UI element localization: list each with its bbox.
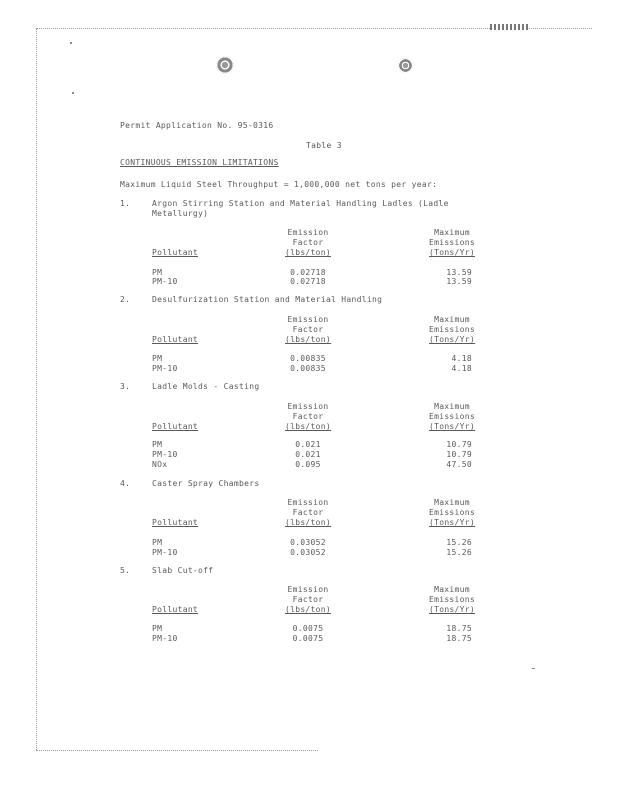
row-max: 13.59 (446, 277, 472, 286)
scan-border-bottom (36, 750, 318, 751)
row-pollutant: PM (152, 354, 163, 363)
source-title: Desulfurization Station and Material Handling (152, 295, 383, 304)
col-max-h1: Maximum (434, 498, 470, 507)
col-factor-h2: Factor (292, 595, 324, 604)
row-factor: 0.00835 (290, 354, 326, 363)
col-factor-h2: Factor (292, 325, 324, 334)
col-factor-h3: (lbs/ton) (284, 335, 332, 344)
source-title: Argon Stirring Station and Material Handling Ladles (Ladle (152, 199, 449, 208)
col-pollutant-header: Pollutant (152, 605, 199, 614)
scan-speck (532, 668, 535, 669)
seal-right-icon (398, 58, 413, 73)
row-factor: 0.095 (295, 460, 321, 469)
col-max-h3: (Tons/Yr) (428, 335, 476, 344)
col-factor-h3: (lbs/ton) (284, 422, 332, 431)
row-max: 15.26 (446, 538, 472, 547)
col-max-h2: Emissions (428, 238, 476, 247)
section-heading: CONTINUOUS EMISSION LIMITATIONS (120, 158, 279, 167)
row-pollutant: PM (152, 538, 163, 547)
row-pollutant: PM-10 (152, 634, 178, 643)
row-max: 15.26 (446, 548, 472, 557)
scan-speck (72, 92, 74, 94)
scan-border-left (36, 28, 37, 750)
col-factor-h3: (lbs/ton) (284, 518, 332, 527)
col-max-h1: Maximum (434, 585, 470, 594)
col-factor-h1: Emission (287, 228, 329, 237)
col-max-h2: Emissions (428, 325, 476, 334)
row-factor: 0.02718 (290, 277, 326, 286)
col-factor-h1: Emission (287, 315, 329, 324)
source-title: Slab Cut-off (152, 566, 214, 575)
col-max-h3: (Tons/Yr) (428, 518, 476, 527)
col-factor-h1: Emission (287, 585, 329, 594)
throughput-statement: Maximum Liquid Steel Throughput = 1,000,000 net tons per year: (120, 180, 438, 189)
row-max: 47.50 (446, 460, 472, 469)
row-max: 13.59 (446, 268, 472, 277)
col-factor-h2: Factor (292, 238, 324, 247)
col-factor-h2: Factor (292, 508, 324, 517)
row-pollutant: PM-10 (152, 364, 178, 373)
col-factor-h2: Factor (292, 412, 324, 421)
col-factor-h1: Emission (287, 402, 329, 411)
row-max: 4.18 (451, 354, 472, 363)
row-max: 10.79 (446, 440, 472, 449)
row-factor: 0.0075 (292, 634, 324, 643)
source-number: 5. (120, 566, 131, 575)
source-number: 2. (120, 295, 131, 304)
col-max-h1: Maximum (434, 228, 470, 237)
row-pollutant: NOx (152, 460, 168, 469)
col-max-h2: Emissions (428, 595, 476, 604)
row-max: 10.79 (446, 450, 472, 459)
source-title: Caster Spray Chambers (152, 479, 260, 488)
col-max-h3: (Tons/Yr) (428, 248, 476, 257)
row-pollutant: PM-10 (152, 548, 178, 557)
row-factor: 0.00835 (290, 364, 326, 373)
source-number: 3. (120, 382, 131, 391)
scan-speck (70, 42, 72, 44)
row-max: 4.18 (451, 364, 472, 373)
row-max: 18.75 (446, 634, 472, 643)
source-title: Ladle Molds - Casting (152, 382, 260, 391)
row-pollutant: PM (152, 440, 163, 449)
col-max-h2: Emissions (428, 508, 476, 517)
row-factor: 0.021 (295, 440, 321, 449)
row-factor: 0.0075 (292, 624, 324, 633)
col-factor-h3: (lbs/ton) (284, 605, 332, 614)
permit-number: Permit Application No. 95-0316 (120, 121, 274, 130)
col-pollutant-header: Pollutant (152, 335, 199, 344)
seal-left-icon (216, 56, 234, 74)
scan-corner-mark (490, 24, 528, 30)
row-pollutant: PM (152, 268, 163, 277)
col-max-h1: Maximum (434, 402, 470, 411)
table-title: Table 3 (306, 141, 342, 150)
row-factor: 0.03052 (290, 538, 326, 547)
col-max-h2: Emissions (428, 412, 476, 421)
row-factor: 0.021 (295, 450, 321, 459)
source-number: 1. (120, 199, 131, 208)
col-max-h1: Maximum (434, 315, 470, 324)
source-number: 4. (120, 479, 131, 488)
row-pollutant: PM (152, 624, 163, 633)
row-factor: 0.02718 (290, 268, 326, 277)
row-max: 18.75 (446, 624, 472, 633)
source-title-cont: Metallurgy) (152, 209, 209, 218)
col-factor-h3: (lbs/ton) (284, 248, 332, 257)
col-max-h3: (Tons/Yr) (428, 422, 476, 431)
row-factor: 0.03052 (290, 548, 326, 557)
col-factor-h1: Emission (287, 498, 329, 507)
row-pollutant: PM-10 (152, 450, 178, 459)
row-pollutant: PM-10 (152, 277, 178, 286)
col-pollutant-header: Pollutant (152, 248, 199, 257)
col-max-h3: (Tons/Yr) (428, 605, 476, 614)
col-pollutant-header: Pollutant (152, 422, 199, 431)
col-pollutant-header: Pollutant (152, 518, 199, 527)
